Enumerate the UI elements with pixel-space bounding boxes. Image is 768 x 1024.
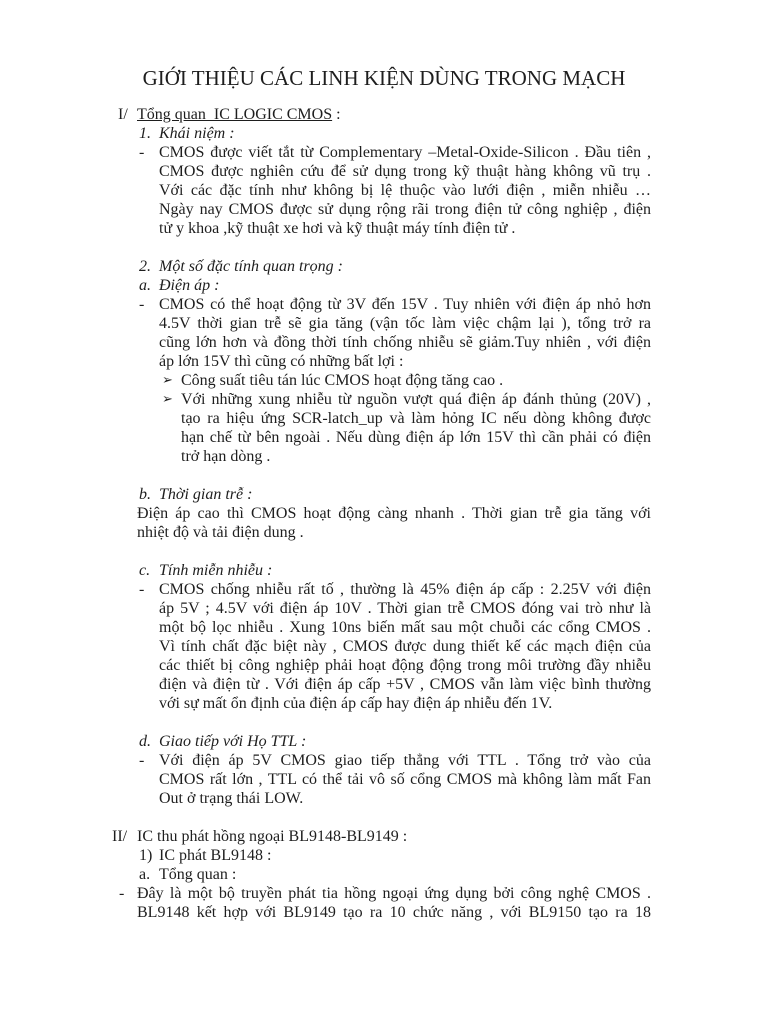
delay-heading-row xyxy=(0,485,768,504)
bullet-item xyxy=(0,390,768,409)
text-line: CMOS rất lớn , TTL có thể tải vô số cổng CMOS mà không làm mất Fan xyxy=(159,771,651,788)
ttl-heading: Giao tiếp với Họ TTL : xyxy=(159,733,307,750)
delay-marker: b. xyxy=(139,486,151,503)
paragraph-dash: - xyxy=(119,885,125,902)
noise-heading-row xyxy=(0,561,768,580)
voltage-paragraph-line xyxy=(0,314,768,333)
ttl-marker: d. xyxy=(139,733,151,750)
concept-paragraph-line xyxy=(0,143,768,162)
blank-line xyxy=(0,713,768,732)
text-line: Out ở trạng thái LOW. xyxy=(159,790,304,807)
properties-heading: Một số đặc tính quan trọng : xyxy=(159,258,343,275)
properties-marker: 2. xyxy=(139,258,151,275)
concept-paragraph-line xyxy=(0,181,768,200)
bullet-item xyxy=(0,371,768,390)
concept-paragraph-line xyxy=(0,162,768,181)
paragraph-dash: - xyxy=(139,296,145,313)
page-title: GIỚI THIỆU CÁC LINH KIỆN DÙNG TRONG MẠCH xyxy=(142,66,626,90)
text-line: Với các đặc tính như không bị lệ thuộc vào lưới điện , miễn nhiễu … xyxy=(159,182,651,199)
concept-paragraph-line xyxy=(0,219,768,238)
concept-heading-row xyxy=(0,124,768,143)
voltage-heading-row xyxy=(0,276,768,295)
text-line: cũng lớn hơn và đồng thời tính chống nhiễu sẽ giảm.Tuy nhiên , với điện xyxy=(159,334,651,351)
ttl-paragraph-line xyxy=(0,789,768,808)
text-line: CMOS được nghiên cứu để sử dụng trong kỹ thuật hàng không vũ trụ . xyxy=(159,163,651,180)
text-line: Công suất tiêu tán lúc CMOS hoạt động tăng cao . xyxy=(181,372,504,389)
text-line: điện và điện từ . Với điện áp cấp +5V , CMOS vẫn làm việc bình thường xyxy=(159,676,651,693)
paragraph-dash: - xyxy=(139,752,145,769)
overview-heading-row xyxy=(0,865,768,884)
ttl-heading-row xyxy=(0,732,768,751)
text-line: BL9148 kết hợp với BL9149 tạo ra 10 chức năng , với BL9150 tạo ra 18 xyxy=(137,904,651,921)
voltage-paragraph-line xyxy=(0,333,768,352)
noise-paragraph-line xyxy=(0,675,768,694)
text-line: áp 5V ; 4.5V với điện áp 10V . Thời gian trễ CMOS đóng vai trò như là xyxy=(159,600,651,617)
blank-line xyxy=(0,238,768,257)
text-line: tạo ra hiệu ứng SCR-latch_up và làm hỏng IC nếu dòng không được xyxy=(181,410,651,427)
arrow-bullet-icon: ➢ xyxy=(162,392,173,407)
section-1-title: Tổng quan IC LOGIC CMOS xyxy=(137,106,333,123)
text-line: Vì tính chất đặc biệt này , CMOS được dung thiết kế các mạch điện của xyxy=(159,638,651,655)
ttl-paragraph-line xyxy=(0,770,768,789)
properties-heading-row xyxy=(0,257,768,276)
text-line: CMOS được viết tắt từ Complementary –Metal-Oxide-Silicon . Đầu tiên , xyxy=(159,144,651,161)
paragraph-dash: - xyxy=(139,144,145,161)
text-line: Điện áp cao thì CMOS hoạt động càng nhanh . Thời gian trễ gia tăng với xyxy=(137,505,651,522)
section-2-marker: II/ xyxy=(112,828,128,845)
section-2-heading-row xyxy=(0,827,768,846)
blank-line xyxy=(0,542,768,561)
text-line: Với những xung nhiễu từ nguồn vượt quá điện áp đánh thủng (20V) , xyxy=(181,391,651,408)
voltage-paragraph-line xyxy=(0,352,768,371)
noise-paragraph-line xyxy=(0,637,768,656)
noise-paragraph-line xyxy=(0,599,768,618)
overview-marker: a. xyxy=(139,866,151,883)
delay-heading: Thời gian trễ : xyxy=(159,486,253,503)
overview-heading: Tổng quan : xyxy=(159,866,237,883)
text-line: trở hạn dòng . xyxy=(181,448,271,465)
blank-line xyxy=(0,808,768,827)
overview-paragraph-line xyxy=(0,884,768,903)
concept-heading: Khái niệm : xyxy=(159,125,235,142)
bullet-item-line xyxy=(0,447,768,466)
blank-line xyxy=(0,466,768,485)
document-body xyxy=(0,105,768,922)
section-1-heading-row xyxy=(0,105,768,124)
noise-paragraph-line xyxy=(0,618,768,637)
noise-paragraph-line xyxy=(0,694,768,713)
bullet-item-line xyxy=(0,428,768,447)
delay-paragraph-line xyxy=(0,504,768,523)
text-line: Đây là một bộ truyền phát tia hồng ngoại ứng dụng bởi công nghệ CMOS . xyxy=(137,885,651,902)
text-line: tử y khoa ,kỹ thuật xe hơi và kỹ thuật máy tính điện tử . xyxy=(159,220,516,237)
text-line: Với điện áp 5V CMOS giao tiếp thẳng với TTL . Tổng trở vào của xyxy=(159,752,651,769)
bullet-item-line xyxy=(0,409,768,428)
concept-marker: 1. xyxy=(139,125,151,142)
noise-paragraph-line xyxy=(0,656,768,675)
section-1-marker: I/ xyxy=(118,106,128,123)
text-line: Ngày nay CMOS được sử dụng rộng rãi trong điện tử công nghiệp , điện xyxy=(159,201,651,218)
text-line: với sự mất ổn định của điện áp cấp hay điện áp nhiễu đến 1V. xyxy=(159,695,553,712)
section-1-colon: : xyxy=(332,106,341,123)
overview-paragraph-line xyxy=(0,903,768,922)
voltage-marker: a. xyxy=(139,277,151,294)
voltage-heading: Điện áp : xyxy=(159,277,220,294)
noise-heading: Tính miễn nhiễu : xyxy=(159,562,273,579)
text-line: nhiệt độ và tải điện dung . xyxy=(137,524,304,541)
transmitter-heading-row xyxy=(0,846,768,865)
text-line: CMOS có thể hoạt động từ 3V đến 15V . Tuy nhiên với điện áp nhỏ hơn xyxy=(159,296,651,313)
arrow-bullet-icon: ➢ xyxy=(162,373,173,388)
section-1-heading xyxy=(137,105,651,124)
noise-paragraph-line xyxy=(0,580,768,599)
concept-paragraph-line xyxy=(0,200,768,219)
text-line: các thiết bị công nghiệp phải hoạt động động trong môi trường đầy nhiễu xyxy=(159,657,651,674)
voltage-paragraph-line xyxy=(0,295,768,314)
text-line: hạn chế từ bên ngoài . Nếu dùng điện áp lớn 15V thì cần phải có điện xyxy=(181,429,651,446)
text-line: 4.5V thời gian trễ sẽ gia tăng (vận tốc làm việc chậm lại ), tổng trở ra xyxy=(159,315,651,332)
transmitter-heading: IC phát BL9148 : xyxy=(159,847,272,864)
delay-paragraph-line xyxy=(0,523,768,542)
text-line: một bộ lọc nhiễu . Xung 10ns biến mất sau một chuỗi các cổng CMOS . xyxy=(159,619,651,636)
ttl-paragraph-line xyxy=(0,751,768,770)
noise-marker: c. xyxy=(139,562,151,579)
transmitter-marker: 1) xyxy=(139,847,153,864)
paragraph-dash: - xyxy=(139,581,145,598)
section-2-heading: IC thu phát hồng ngoại BL9148-BL9149 : xyxy=(137,828,408,845)
text-line: CMOS chống nhiễu rất tố , thường là 45% điện áp cấp : 2.25V với điện xyxy=(159,581,651,598)
text-line: áp lớn 15V thì cũng có những bất lợi : xyxy=(159,353,404,370)
